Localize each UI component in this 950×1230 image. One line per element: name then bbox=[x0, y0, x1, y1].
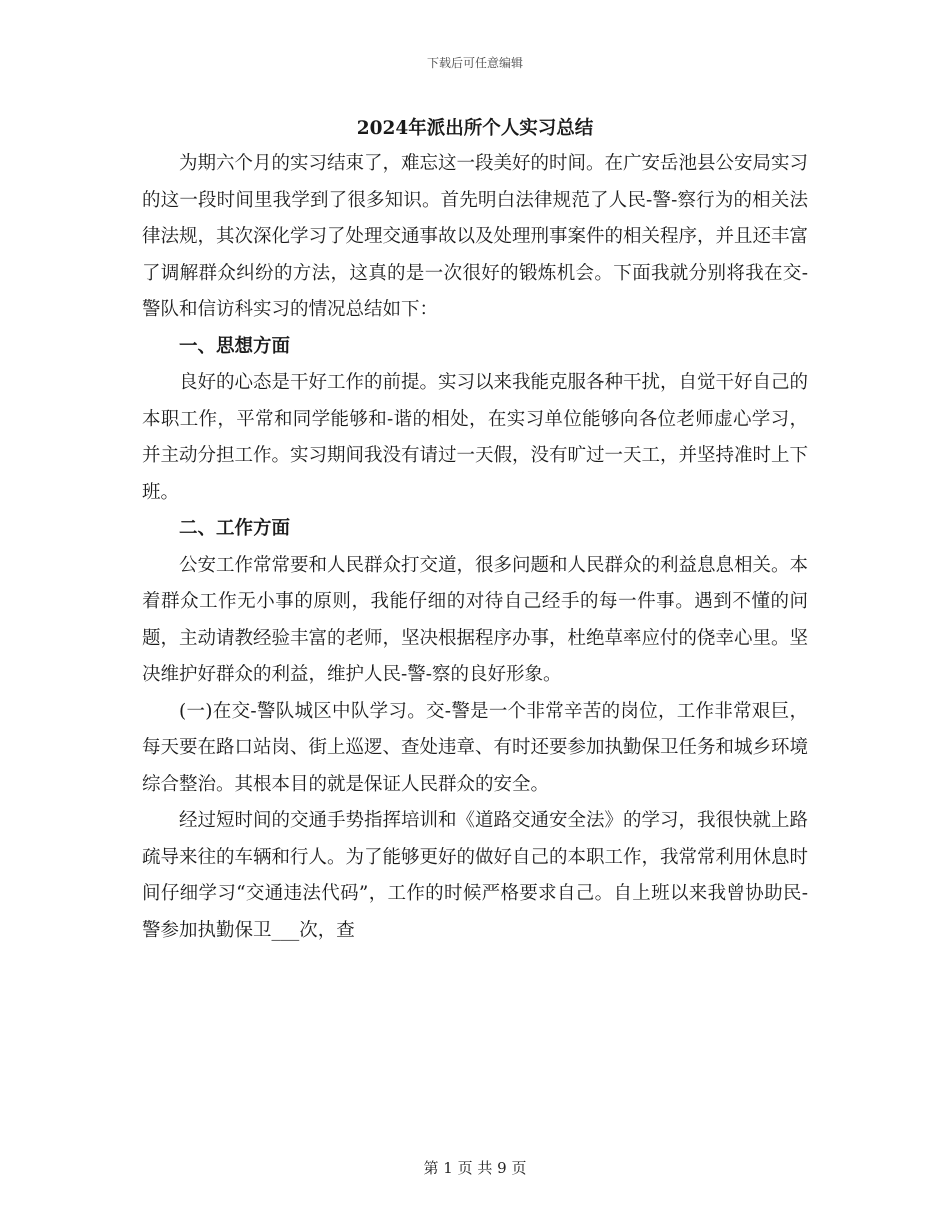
paragraph-thought: 良好的心态是干好工作的前提。实习以来我能克服各种干扰，自觉干好自己的本职工作，平常和同学能够和-谐的相处，在实习单位能够向各位老师虚心学习，并主动分担工作。实习期间我没有请过一天假，没有旷过一天工，并坚持准时上下班。 bbox=[142, 372, 809, 503]
paragraph-traffic-police: (一)在交-警队城区中队学习。交-警是一个非常辛苦的岗位，工作非常艰巨，每天要在路口站岗、街上巡逻、查处违章、有时还要参加执勤保卫任务和城乡环境综合整治。其根本目的就是保证人民群众的安全。 bbox=[142, 700, 809, 795]
page-number: 第 1 页 共 9 页 bbox=[423, 1159, 527, 1177]
section-heading-work: 二、工作方面 bbox=[179, 518, 291, 539]
document-body bbox=[142, 116, 808, 949]
paragraph-work: 公安工作常常要和人民群众打交道，很多问题和人民群众的利益息息相关。本着群众工作无小事的原则，我能仔细的对待自己经手的每一件事。遇到不懂的问题，主动请教经验丰富的老师，坚决根据程序办事，杜绝草率应付的侥幸心里。坚决维护好群众的利益，维护人民-警-察的良好形象。 bbox=[142, 554, 809, 685]
section-heading-thought: 一、思想方面 bbox=[179, 335, 291, 357]
paragraph-training: 经过短时间的交通手势指挥培训和《道路交通安全法》的学习，我很快就上路疏导来往的车辆和行人。为了能够更好的做好自己的本职工作，我常常利用休息时间仔细学习“交通违法代码”，工作的时候严格要求自己。自上班以来我曾协助民-警参加执勤保卫___次，查 bbox=[142, 810, 809, 941]
document-title: 2024年派出所个人实习总结 bbox=[356, 118, 594, 139]
page-header-note: 下载后可任意编辑 bbox=[426, 56, 523, 70]
paragraph-intro: 为期六个月的实习结束了，难忘这一段美好的时间。在广安岳池县公安局实习的这一段时间里我学到了很多知识。首先明白法律规范了人民-警-察行为的相关法律法规，其次深化学习了处理交通事故以及处理刑事案件的相关程序，并且还丰富了调解群众纠纷的方法，这真的是一次很好的锻炼机会。下面我就分别将我在交-警队和信访科实习的情况总结如下： bbox=[142, 153, 809, 320]
